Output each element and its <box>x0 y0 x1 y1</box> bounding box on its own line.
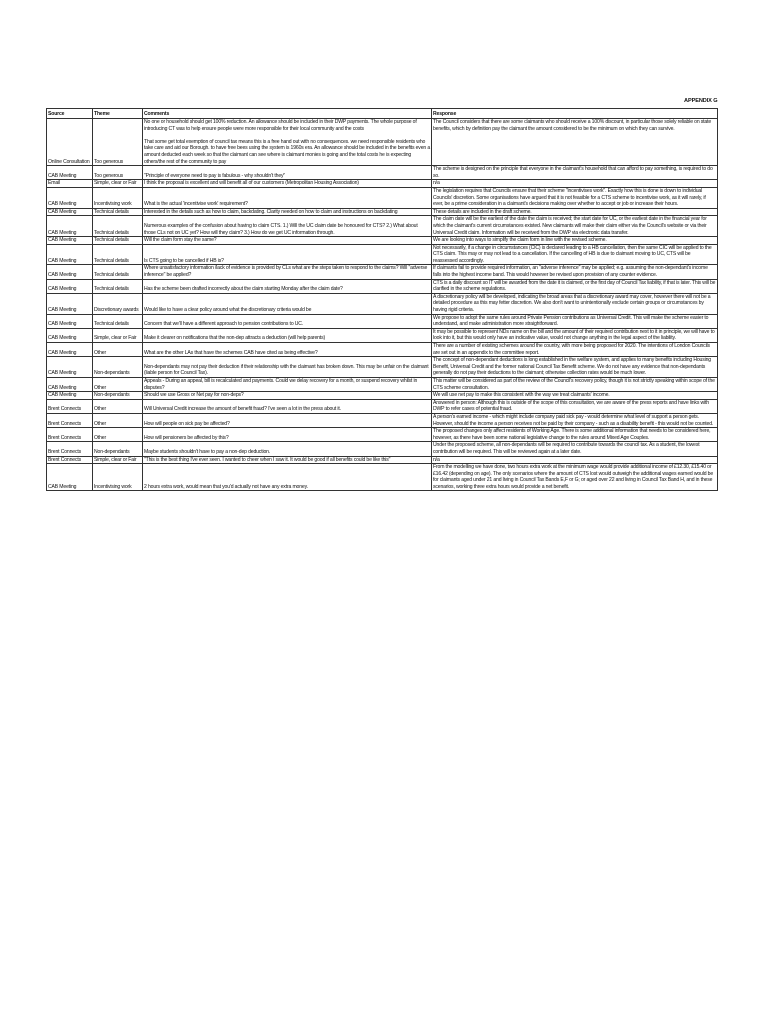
cell-theme: Discretionary awards <box>93 293 143 314</box>
cell-source: CAB Meeting <box>47 208 93 216</box>
cell-comments: I think the proposal is excellent and will benefit all of our customers (Metropolitan Housing Association) <box>143 180 432 188</box>
cell-response: Not necessarily, if a change in circumstances (CIC) is declared leading to a HB cancellation, then the same CIC will be applied to the CTS claim. This may or may not lead to a cancellation. If the cancelling of HB is due to claimant moving to UC, CTS will be reassessed accordingly. <box>432 244 718 265</box>
consultation-responses-table <box>46 108 718 491</box>
cell-comments: "Principle of everyone need to pay is fabulous - why shouldn't they" <box>143 166 432 180</box>
cell-comments: 2 hours extra work, would mean that you'd actually not have any extra money. <box>143 464 432 491</box>
table-row <box>47 180 718 188</box>
cell-comments: Would like to have a clear policy around what the discretionary criteria would be <box>143 293 432 314</box>
cell-response: If claimants fail to provide required information, an "adverse inference" may be applied; e.g. assuming the non-dependant's income falls into the highest income band. This would however be revised upon provision of any counter evidence. <box>432 265 718 279</box>
cell-comments: How will people on sick pay be affected? <box>143 413 432 427</box>
cell-source: CAB Meeting <box>47 377 93 391</box>
table-row <box>47 216 718 237</box>
cell-theme: Incentivising work <box>93 464 143 491</box>
cell-theme: Simple, clear or Fair <box>93 456 143 464</box>
table-row <box>47 343 718 357</box>
cell-comments: Has the scheme been drafted incorrectly about the claim starting Monday after the claim date? <box>143 279 432 293</box>
cell-comments: What are the other LAs that have the schemes CAB have cited as being effective? <box>143 343 432 357</box>
cell-response: A person's earned income - which might include company paid sick pay - would determine what level of support a person gets. However, should the income a person receives not be paid by their company - such as a disability benefit - this would not be counted. <box>432 413 718 427</box>
cell-source: CAB Meeting <box>47 187 93 208</box>
cell-response: The proposed changes only affect residents of Working Age. There is some additional information that needs to be considered here, however, as there have been some national legislative change to the rules around Mixed Age Couples. <box>432 428 718 442</box>
cell-source: CAB Meeting <box>47 357 93 378</box>
cell-comments: Numerous examples of the confusion about having to claim CTS. 1.) Will the UC claim date be honoured for CTS? 2.) What about those CLs not on UC yet? How will they claim? 3.) How do we get UC information through. <box>143 216 432 237</box>
cell-response: Answered in person: Although this is outside of the scope of this consultation, we are aware of the press reports and have links with DWP to refer cases of potential fraud. <box>432 399 718 413</box>
cell-source: CAB Meeting <box>47 166 93 180</box>
table-row <box>47 314 718 328</box>
cell-response: The Council considers that there are some claimants who should receive a 100% discount, in particular those solely reliable on state benefits, which by definition pay the claimant the amount considered to be the minimum on which they can survive. <box>432 119 718 166</box>
cell-theme: Other <box>93 428 143 442</box>
cell-source: Email <box>47 180 93 188</box>
cell-response: CTS is a daily discount so IT will be awarded from the date it is claimed, or the first day of Council Tax liability, if that is later. This will be clarified in the scheme regulations. <box>432 279 718 293</box>
cell-source: CAB Meeting <box>47 343 93 357</box>
cell-source: Brent Connects <box>47 428 93 442</box>
cell-source: CAB Meeting <box>47 392 93 400</box>
cell-response: The claim date will be the earliest of the date the claim is received; the start date for UC, or the earliest date in the financial year for which the claimant's current circumstances existed. New claimants will make their claim either via the Council's website or via their Universal Credit claim. Information will be received from the DWP via electronic data transfer. <box>432 216 718 237</box>
table-header-row <box>47 109 718 119</box>
cell-response: We are looking into ways to simplify the claim form in line with the revised scheme. <box>432 237 718 245</box>
header-comments: Comments <box>143 109 432 119</box>
cell-comments: Non-dependants may not pay their deduction if their relationship with the claimant has broken down. This may be unfair on the claimant (liable person for Council Tax). <box>143 357 432 378</box>
cell-comments: Where unsatisfactory information /lack of evidence is provided by CLs what are the steps taken to respond to the claims? Will "adverse inference" be applied? <box>143 265 432 279</box>
cell-source: CAB Meeting <box>47 464 93 491</box>
cell-theme: Technical details <box>93 237 143 245</box>
cell-source: CAB Meeting <box>47 279 93 293</box>
table-row <box>47 279 718 293</box>
header-response: Response <box>432 109 718 119</box>
table-row <box>47 328 718 342</box>
table-row <box>47 413 718 427</box>
cell-comments: "This is the best thing I've ever seen. I wanted to cheer when I saw it. It would be good if all benefits could be like this" <box>143 456 432 464</box>
table-row <box>47 357 718 378</box>
cell-response: A discretionary policy will be developed, indicating the broad areas that a discretionary award may cover, however there will not be a detailed procedure as this may fetter discretion. We also don't want to unintentionally exclude certain groups or circumstances by having rigid criteria. <box>432 293 718 314</box>
cell-theme: Other <box>93 413 143 427</box>
cell-theme: Incentivising work <box>93 187 143 208</box>
cell-theme: Other <box>93 377 143 391</box>
cell-response: The scheme is designed on the principle that everyone in the claimant's household that can afford to pay something, is required to do so. <box>432 166 718 180</box>
table-row <box>47 237 718 245</box>
table-row <box>47 265 718 279</box>
cell-response: From the modelling we have done, two hours extra work at the minimum wage would provide additional income of £12.30, £15.40 or £16.42 (depending on age). The only scenarios where the amount of CTS lost would outweigh the additional wages earned would be for claimants aged under 21 and living in Council Tax Bands E,F or G; or aged over 22 and living in Council Tax Band H, and in these scenarios, working three extra hours would provide a net benefit. <box>432 464 718 491</box>
table-row <box>47 293 718 314</box>
cell-theme: Non-dependants <box>93 357 143 378</box>
cell-source: Online Consultation <box>47 119 93 166</box>
cell-comments: Interested in the details such as how to claim, backdating. Clarity needed on how to claim and instructions on backdating <box>143 208 432 216</box>
cell-source: CAB Meeting <box>47 328 93 342</box>
cell-theme: Simple, clear or Fair <box>93 328 143 342</box>
cell-comments: Maybe students shouldn't have to pay a non-dep deduction. <box>143 442 432 456</box>
table-row <box>47 442 718 456</box>
table-row <box>47 399 718 413</box>
table-row <box>47 208 718 216</box>
cell-response: n/a <box>432 180 718 188</box>
table-row <box>47 377 718 391</box>
cell-comments: Is CTS going to be cancelled if HB is? <box>143 244 432 265</box>
cell-source: Brent Connects <box>47 399 93 413</box>
table-row <box>47 464 718 491</box>
cell-response: This matter will be considered as part of the review of the Council's recovery policy, though it is not strictly speaking within scope of the CTS scheme consultation. <box>432 377 718 391</box>
cell-theme: Technical details <box>93 314 143 328</box>
cell-source: CAB Meeting <box>47 237 93 245</box>
cell-theme: Technical details <box>93 279 143 293</box>
cell-comments: Concern that we'll have a different approach to pension contributions to UC. <box>143 314 432 328</box>
cell-comments: Will Universal Credit increase the amount of benefit fraud? I've seen a lot in the press about it. <box>143 399 432 413</box>
cell-theme: Non-dependants <box>93 442 143 456</box>
cell-response: It may be possible to represent NDs name on the bill and the amount of their required contribution next to it in principle, we will have to look into it, but this would only have an indicative value, would not change anything in the legal aspect of the liability. <box>432 328 718 342</box>
cell-comments: Appeals - During an appeal, bill is recalculated and payments. Could we delay recovery for a month, or suspend recovery whilst in disputes? <box>143 377 432 391</box>
cell-comments: Should we use Gross or Net pay for non-deps? <box>143 392 432 400</box>
cell-theme: Other <box>93 343 143 357</box>
cell-response: Under the proposed scheme, all non-dependants will be required to contribute towards the council tax. As a student, the lowest contribution will be required. This will be reviewed again at a later date. <box>432 442 718 456</box>
cell-comments: What is the actual 'incentivise work' requirement? <box>143 187 432 208</box>
cell-theme: Technical details <box>93 216 143 237</box>
cell-response: We propose to adopt the same rules around Private Pension contributions as Universal Credit. This will make the scheme easier to understand, and make administration more straightforward. <box>432 314 718 328</box>
cell-theme: Non-dependants <box>93 392 143 400</box>
cell-comments: Make it clearer on notifications that the non-dep attracts a deduction (will help parents) <box>143 328 432 342</box>
cell-response: The legislation requires that Councils ensure that their scheme "incentivises work". Exactly how this is done is down to individual Councils' discretion. Some organisations have argued that it is not feasible for a CTS scheme to incentivise work, as it will rarely, if ever, be a prime consideration in a claimant's decisions making over whether to accept or job or increase their hours. <box>432 187 718 208</box>
cell-source: CAB Meeting <box>47 216 93 237</box>
cell-response: We will use net pay to make this consistent with the way we treat claimants' income. <box>432 392 718 400</box>
cell-comments: How will pensioners be affected by this? <box>143 428 432 442</box>
cell-source: CAB Meeting <box>47 265 93 279</box>
cell-theme: Technical details <box>93 208 143 216</box>
cell-theme: Simple, clear or Fair <box>93 180 143 188</box>
table-body <box>47 119 718 491</box>
cell-response: The concept of non-dependant deductions is long established in the welfare system, and applies to many benefits including Housing Benefit, Universal Credit and the former national Council Tax Benefit scheme. We do not have any evidence that non-dependants generally do not pay their deductions to the claimant; otherwise collection rates would be much lower. <box>432 357 718 378</box>
table-row <box>47 187 718 208</box>
cell-source: CAB Meeting <box>47 244 93 265</box>
cell-theme: Too generous <box>93 119 143 166</box>
table-row <box>47 456 718 464</box>
cell-theme: Technical details <box>93 244 143 265</box>
cell-source: Brent Connects <box>47 442 93 456</box>
cell-source: CAB Meeting <box>47 314 93 328</box>
header-theme: Theme <box>93 109 143 119</box>
cell-theme: Technical details <box>93 265 143 279</box>
table-row <box>47 119 718 166</box>
cell-response: These details are included in the draft scheme. <box>432 208 718 216</box>
cell-source: Brent Connects <box>47 456 93 464</box>
cell-response: There are a number of existing schemes around the country, with more being proposed for 2020. The intentions of London Councils are set out in an appendix to the committee report. <box>432 343 718 357</box>
table-row <box>47 392 718 400</box>
appendix-label: APPENDIX G <box>684 98 718 104</box>
table-row <box>47 166 718 180</box>
cell-theme: Too generous <box>93 166 143 180</box>
cell-source: CAB Meeting <box>47 293 93 314</box>
header-source: Source <box>47 109 93 119</box>
table-row <box>47 428 718 442</box>
cell-response: n/a <box>432 456 718 464</box>
cell-source: Brent Connects <box>47 413 93 427</box>
cell-comments: Will the claim form stay the same? <box>143 237 432 245</box>
cell-comments: No one or household should get 100% reduction. An allowance should be included in their DWP payments. The whole purpose of introducing CT was to help ensure people were more responsible for their local community and the costs That some get total exemption of council tax means this is a free hand out with no consequences. we need responsible residents who take care and aid our Borough. to have free bees using the system is 1960s era. An allowance should be included in the benefits even a amount deducted each week so that the claimant can see where is claimant monies is going and the total costs he is expecting others/the rest of the community to pay <box>144 119 431 165</box>
table-row <box>47 244 718 265</box>
cell-theme: Other <box>93 399 143 413</box>
